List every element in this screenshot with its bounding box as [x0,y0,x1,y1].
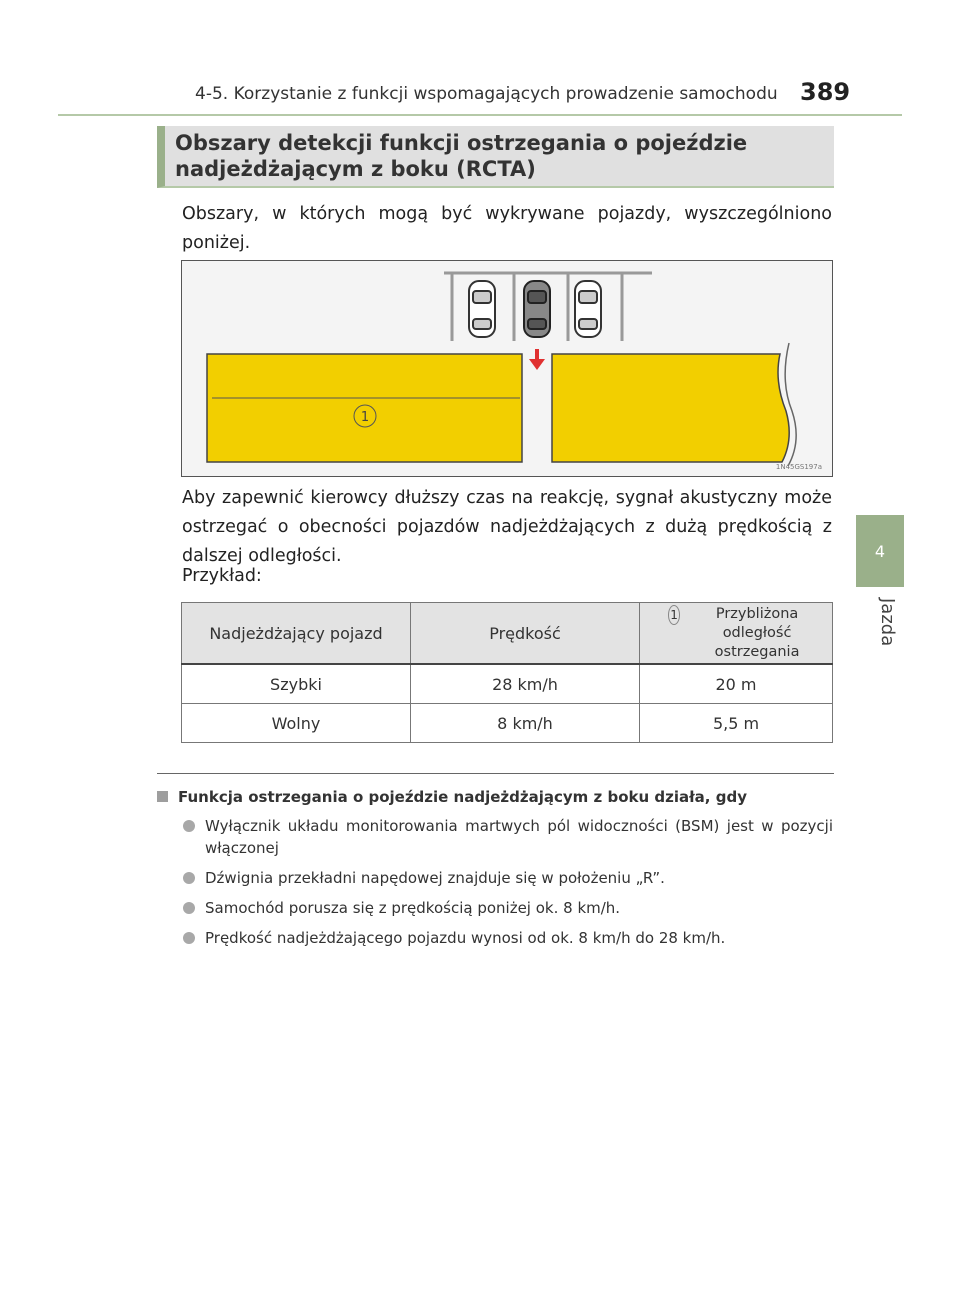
list-item [183,867,833,889]
detection-zone-right [552,354,789,462]
table-cell: Szybki [182,664,411,704]
list-item [183,927,833,949]
distance-marker-label: 1 [360,410,370,425]
header-divider [58,114,902,116]
chapter-tab: 4 [856,515,904,587]
bullet-dot-icon [183,872,195,884]
table-row [182,704,833,743]
table-cell: 20 m [640,664,833,704]
table-cell: 5,5 m [640,704,833,743]
bullet-dot-icon [183,902,195,914]
detection-area-illustration [182,261,832,476]
table-cell: 8 km/h [411,704,640,743]
warning-distance-table [181,602,833,743]
body-paragraph: Aby zapewnić kierowcy dłuższy czas na reakcję, sygnał akustyczny może ostrzegać o obecności pojazdów nadjeżdżających z dużą prędkością z dalszej odległości. [182,488,832,566]
section-title: Obszary detekcji funkcji ostrzegania o pojeździe nadjeżdżającym z boku (RCTA) [175,131,748,181]
intro-paragraph: Obszary, w których mogą być wykrywane pojazdy, wyszczególniono poniżej. [182,204,832,253]
square-bullet-icon [157,791,168,802]
list-item-text: Dźwignia przekładni napędowej znajduje się w położeniu „R”. [205,869,665,887]
table-header-row [182,603,833,665]
list-item-text: Prędkość nadjeżdżającego pojazdu wynosi od ok. 8 km/h do 28 km/h. [205,929,726,947]
example-label: Przykład: [182,566,262,586]
detection-area-figure [181,260,833,477]
notes-divider [157,773,834,774]
notes-heading [157,788,837,806]
bullet-dot-icon [183,820,195,832]
reverse-arrow-icon [529,349,545,370]
table-header-distance-label: Przybliżona odległość ostrzegania [714,605,800,660]
table-row [182,664,833,704]
list-item-text: Wyłącznik układu monitorowania martwych pól widoczności (BSM) jest w pozycji włączonej [205,817,833,857]
table-cell: Wolny [182,704,411,743]
distance-marker-icon: 1 [668,605,680,625]
page-number: 389 [800,78,851,106]
figure-code: 1N45GS197a [775,463,822,471]
notes-title-text: Funkcja ostrzegania o pojeździe nadjeżdżającym z boku działa, gdy [178,788,747,806]
table-header-distance [640,603,833,665]
chapter-label: Jazda [877,598,898,647]
reversing-car [524,281,550,337]
bullet-dot-icon [183,932,195,944]
table-header-vehicle: Nadjeżdżający pojazd [182,603,411,665]
table-cell: 28 km/h [411,664,640,704]
parked-car-right [575,281,601,337]
parked-car-left [469,281,495,337]
list-item [183,897,833,919]
list-item [183,815,833,859]
table-header-speed: Prędkość [411,603,640,665]
list-item-text: Samochód porusza się z prędkością poniżej ok. 8 km/h. [205,899,621,917]
header-title: 4-5. Korzystanie z funkcji wspomagających prowadzenie samochodu [195,84,778,104]
notes-list [183,815,833,957]
